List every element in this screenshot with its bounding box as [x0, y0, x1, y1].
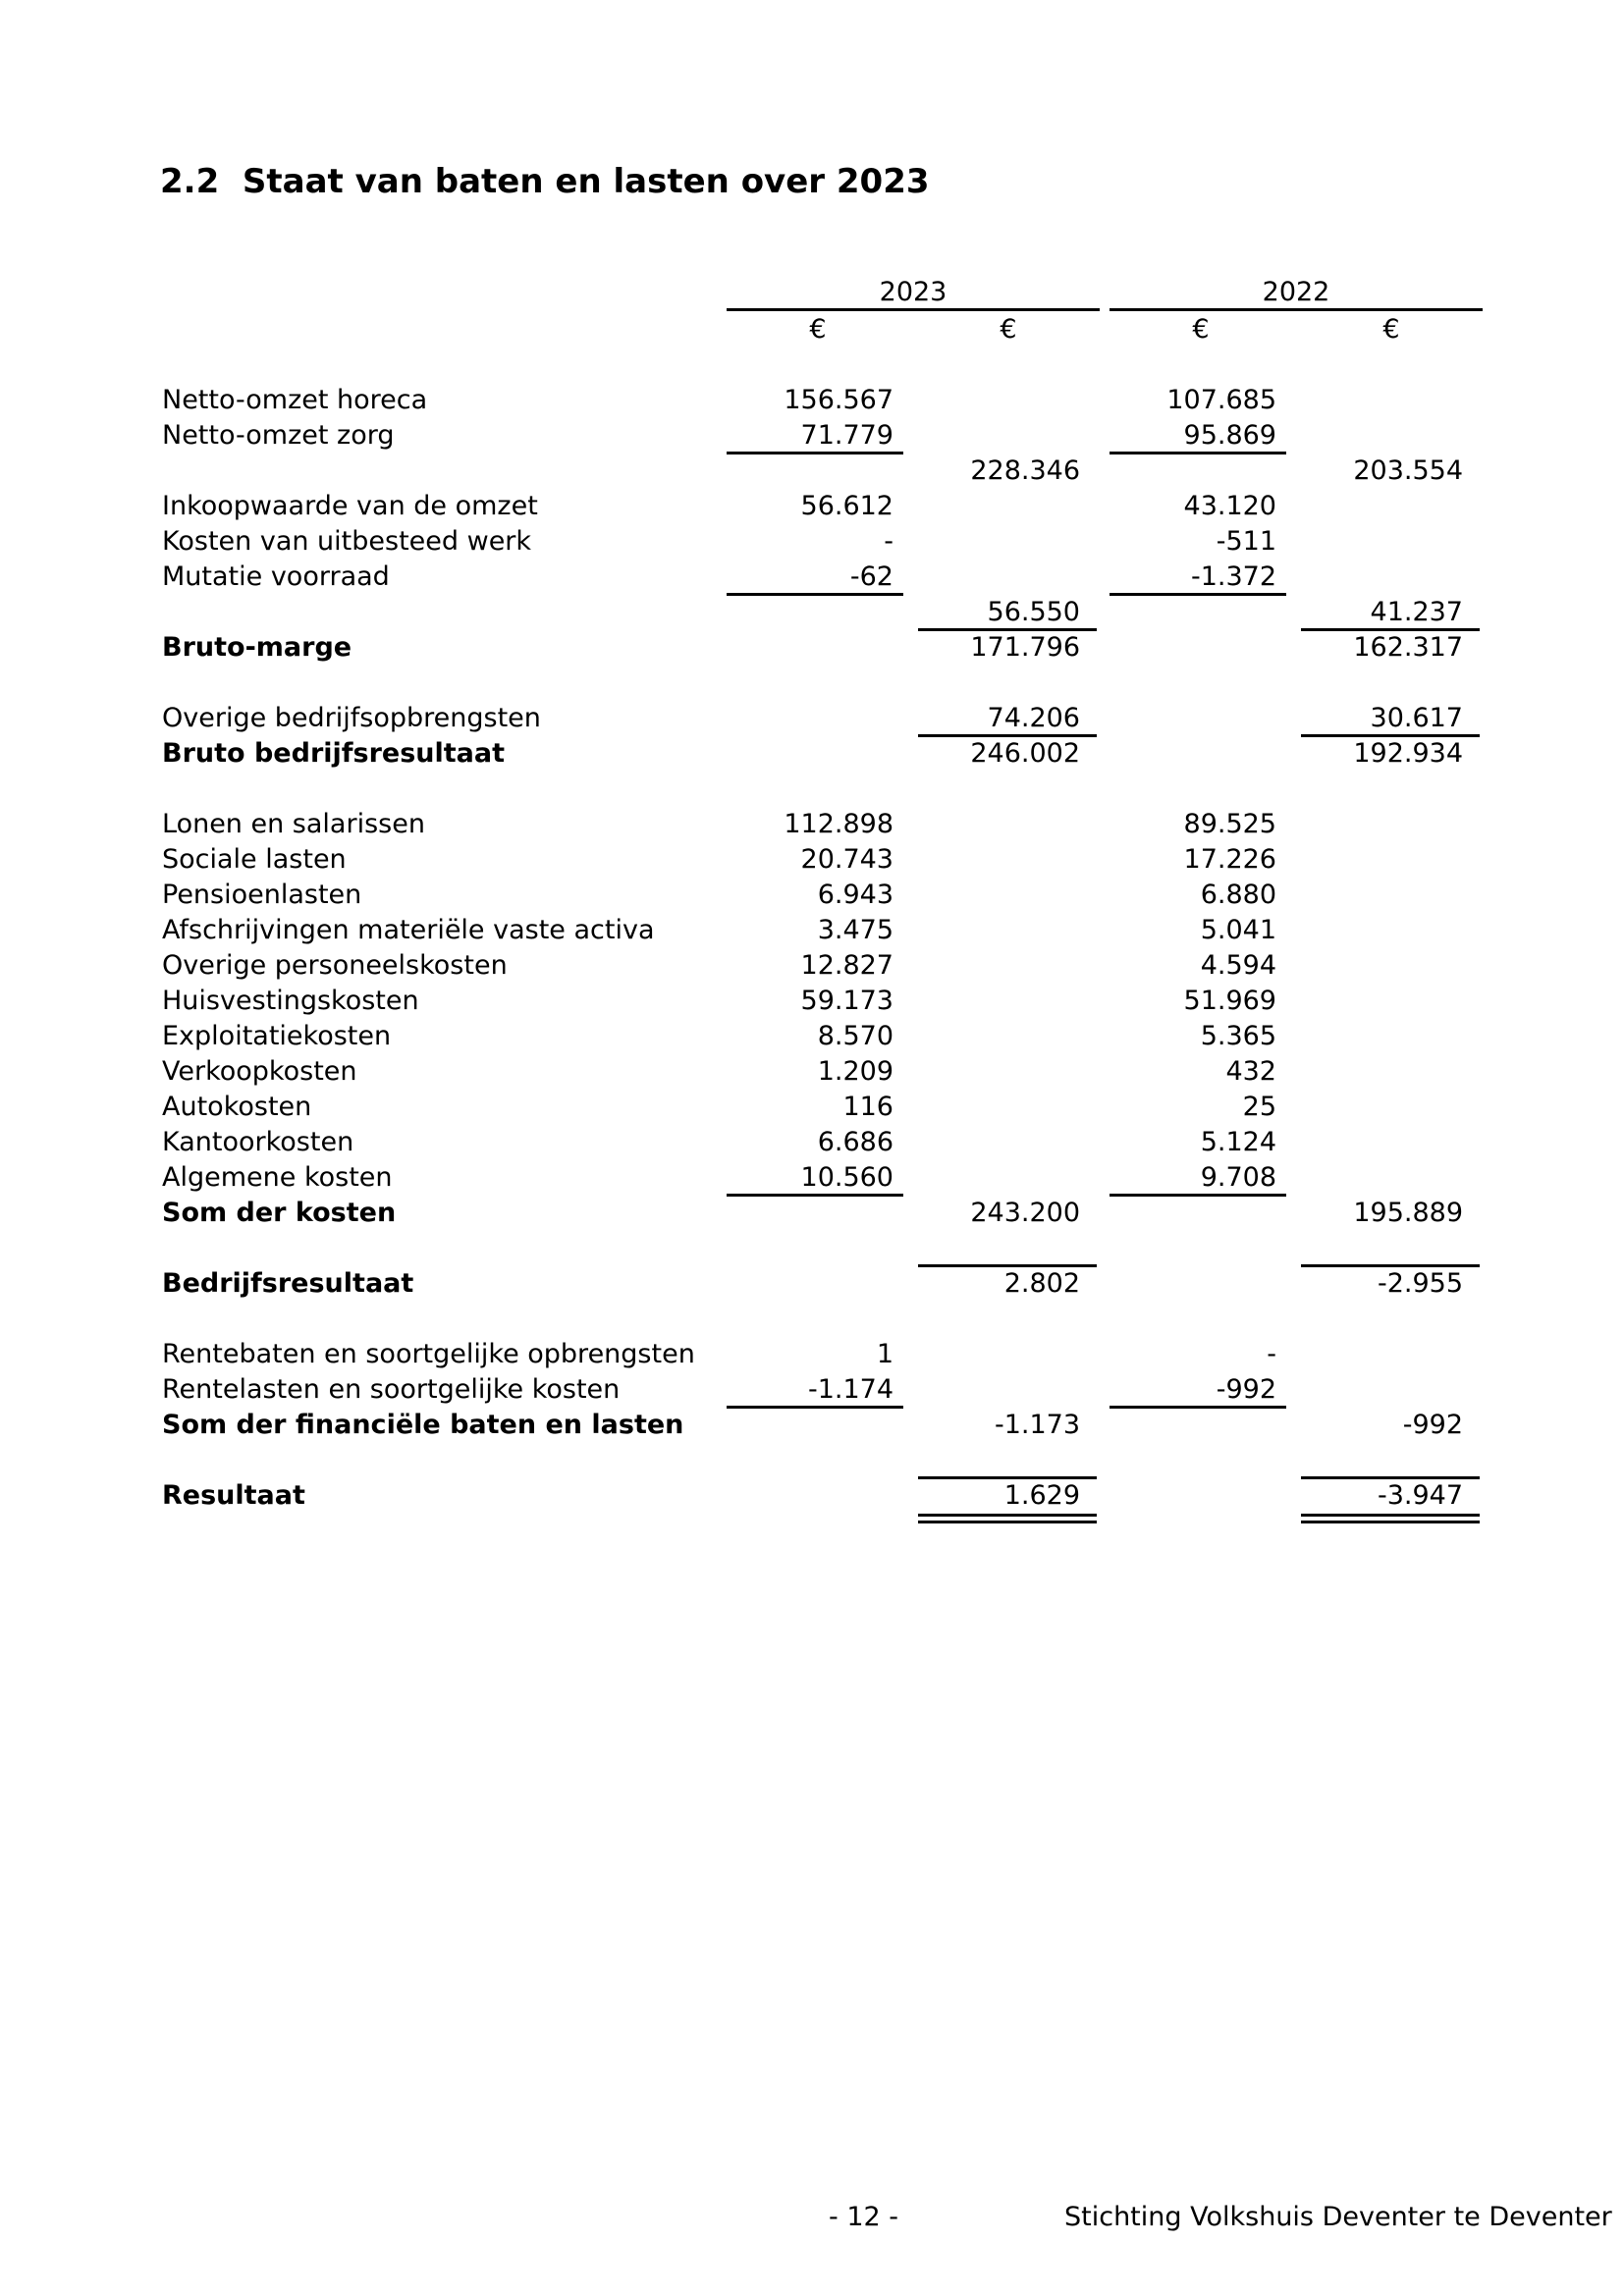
cell-2023-detail: 56.612 — [800, 491, 893, 521]
row-label: Huisvestingskosten — [162, 986, 419, 1016]
table-row — [0, 524, 1624, 560]
cell-2022-detail: 51.969 — [1183, 986, 1276, 1016]
cell-2022-detail: 43.120 — [1183, 491, 1276, 521]
row-label: Rentebaten en soortgelijke opbrengsten — [162, 1339, 695, 1369]
cell-2023-total: 56.550 — [987, 597, 1080, 627]
cell-2023-detail: 12.827 — [800, 950, 893, 981]
subtotal-rule — [918, 734, 1097, 737]
cell-2022-detail: -992 — [1216, 1374, 1276, 1405]
table-row — [0, 1196, 1624, 1231]
currency-label: € — [809, 314, 827, 345]
cell-2023-total: 2.802 — [1003, 1268, 1080, 1299]
table-row — [0, 454, 1624, 489]
table-row — [0, 1090, 1624, 1125]
row-label: Sociale lasten — [162, 844, 347, 875]
table-row — [0, 383, 1624, 418]
subtotal-rule — [918, 628, 1097, 631]
table-row — [0, 1125, 1624, 1160]
footer-organization: Stichting Volkshuis Deventer te Deventer — [1064, 2202, 1612, 2232]
row-label: Bruto-marge — [162, 632, 352, 663]
cell-2023-total: 1.629 — [1003, 1480, 1080, 1511]
total-double-rule — [918, 1514, 1097, 1517]
table-row — [0, 948, 1624, 984]
subtotal-rule — [1110, 1194, 1286, 1197]
table-row — [0, 1408, 1624, 1443]
currency-label: € — [1000, 314, 1017, 345]
table-row — [0, 984, 1624, 1019]
cell-2022-detail: -511 — [1216, 526, 1276, 557]
cell-2022-detail: 4.594 — [1200, 950, 1276, 981]
row-label: Netto-omzet zorg — [162, 420, 395, 451]
subtotal-rule — [918, 1476, 1097, 1479]
cell-2022-total: 162.317 — [1353, 632, 1463, 663]
row-label: Bedrijfsresultaat — [162, 1268, 414, 1299]
cell-2022-detail: 25 — [1242, 1092, 1276, 1122]
page-number: - 12 - — [829, 2202, 899, 2232]
subtotal-rule — [727, 1406, 903, 1409]
cell-2023-total: 74.206 — [987, 703, 1080, 733]
cell-2023-total: 228.346 — [970, 455, 1080, 486]
cell-2023-detail: 112.898 — [784, 809, 893, 839]
cell-2022-detail: 5.041 — [1200, 915, 1276, 945]
cell-2022-detail: -1.372 — [1190, 561, 1276, 592]
cell-2022-detail: 9.708 — [1200, 1162, 1276, 1193]
cell-2023-detail: 3.475 — [817, 915, 893, 945]
row-label: Overige personeelskosten — [162, 950, 508, 981]
cell-2022-total: -992 — [1402, 1410, 1463, 1440]
row-label: Algemene kosten — [162, 1162, 393, 1193]
cell-2023-detail: -1.174 — [807, 1374, 893, 1405]
table-row — [0, 560, 1624, 595]
cell-2023-detail: 8.570 — [817, 1021, 893, 1051]
table-row — [0, 878, 1624, 913]
row-label: Mutatie voorraad — [162, 561, 390, 592]
cell-2022-detail: 5.124 — [1200, 1127, 1276, 1157]
row-label: Overige bedrijfsopbrengsten — [162, 703, 541, 733]
table-row — [0, 489, 1624, 524]
cell-2022-total: 195.889 — [1353, 1198, 1463, 1228]
cell-2023-detail: 59.173 — [800, 986, 893, 1016]
table-row — [0, 842, 1624, 878]
subtotal-rule — [727, 593, 903, 596]
table-row — [0, 1337, 1624, 1372]
table-row — [0, 1054, 1624, 1090]
cell-2023-detail: 1.209 — [817, 1056, 893, 1087]
table-row — [0, 701, 1624, 736]
row-label: Netto-omzet horeca — [162, 385, 428, 415]
cell-2023-detail: 20.743 — [800, 844, 893, 875]
row-label: Rentelasten en soortgelijke kosten — [162, 1374, 621, 1405]
row-label: Exploitatiekosten — [162, 1021, 392, 1051]
subtotal-rule — [1110, 1406, 1286, 1409]
cell-2022-total: 192.934 — [1353, 738, 1463, 769]
table-row — [0, 736, 1624, 772]
cell-2022-detail: 5.365 — [1200, 1021, 1276, 1051]
cell-2023-detail: 10.560 — [800, 1162, 893, 1193]
table-row — [0, 913, 1624, 948]
row-label: Afschrijvingen materiële vaste activa — [162, 915, 655, 945]
cell-2022-total: -2.955 — [1377, 1268, 1463, 1299]
cell-2023-detail: 1 — [876, 1339, 893, 1369]
cell-2022-detail: 432 — [1225, 1056, 1276, 1087]
table-row — [0, 418, 1624, 454]
cell-2022-total: 203.554 — [1353, 455, 1463, 486]
year-2022-rule — [1110, 308, 1483, 311]
row-label: Pensioenlasten — [162, 880, 362, 910]
cell-2022-total: 30.617 — [1370, 703, 1463, 733]
total-double-rule — [1301, 1521, 1480, 1523]
subtotal-rule — [1110, 593, 1286, 596]
cell-2022-detail: - — [1267, 1339, 1276, 1369]
cell-2022-detail: 17.226 — [1183, 844, 1276, 875]
table-row — [0, 1019, 1624, 1054]
subtotal-rule — [1301, 628, 1480, 631]
cell-2023-detail: 6.943 — [817, 880, 893, 910]
year-2023-header: 2023 — [879, 277, 947, 307]
subtotal-rule — [1301, 1476, 1480, 1479]
cell-2023-total: 246.002 — [970, 738, 1080, 769]
cell-2023-detail: 6.686 — [817, 1127, 893, 1157]
subtotal-rule — [727, 452, 903, 454]
cell-2022-detail: 95.869 — [1183, 420, 1276, 451]
row-label: Som der financiële baten en lasten — [162, 1410, 684, 1440]
currency-label: € — [1382, 314, 1400, 345]
cell-2022-total: 41.237 — [1370, 597, 1463, 627]
table-row — [0, 1160, 1624, 1196]
table-row — [0, 630, 1624, 666]
cell-2022-detail: 107.685 — [1166, 385, 1276, 415]
total-double-rule — [918, 1521, 1097, 1523]
cell-2023-total: -1.173 — [994, 1410, 1080, 1440]
row-label: Lonen en salarissen — [162, 809, 425, 839]
cell-2023-total: 243.200 — [970, 1198, 1080, 1228]
cell-2022-detail: 6.880 — [1200, 880, 1276, 910]
page-title: 2.2 Staat van baten en lasten over 2023 — [160, 162, 930, 201]
subtotal-rule — [918, 1264, 1097, 1267]
subtotal-rule — [727, 1194, 903, 1197]
table-row — [0, 1372, 1624, 1408]
cell-2023-detail: 71.779 — [800, 420, 893, 451]
row-label: Kantoorkosten — [162, 1127, 354, 1157]
cell-2023-detail: 156.567 — [784, 385, 893, 415]
cell-2023-detail: - — [884, 526, 893, 557]
table-row — [0, 595, 1624, 630]
currency-label: € — [1192, 314, 1210, 345]
table-row — [0, 807, 1624, 842]
subtotal-rule — [1301, 734, 1480, 737]
row-label: Som der kosten — [162, 1198, 397, 1228]
row-label: Verkoopkosten — [162, 1056, 357, 1087]
row-label: Inkoopwaarde van de omzet — [162, 491, 538, 521]
row-label: Bruto bedrijfsresultaat — [162, 738, 506, 769]
row-label: Autokosten — [162, 1092, 312, 1122]
year-2023-rule — [727, 308, 1100, 311]
year-2022-header: 2022 — [1262, 277, 1330, 307]
cell-2022-detail: 89.525 — [1183, 809, 1276, 839]
cell-2023-detail: -62 — [849, 561, 893, 592]
cell-2023-detail: 116 — [842, 1092, 893, 1122]
row-label: Kosten van uitbesteed werk — [162, 526, 532, 557]
subtotal-rule — [1301, 1264, 1480, 1267]
cell-2022-total: -3.947 — [1377, 1480, 1463, 1511]
table-row — [0, 1478, 1624, 1514]
row-label: Resultaat — [162, 1480, 305, 1511]
subtotal-rule — [1110, 452, 1286, 454]
cell-2023-total: 171.796 — [970, 632, 1080, 663]
total-double-rule — [1301, 1514, 1480, 1517]
table-row — [0, 1266, 1624, 1302]
